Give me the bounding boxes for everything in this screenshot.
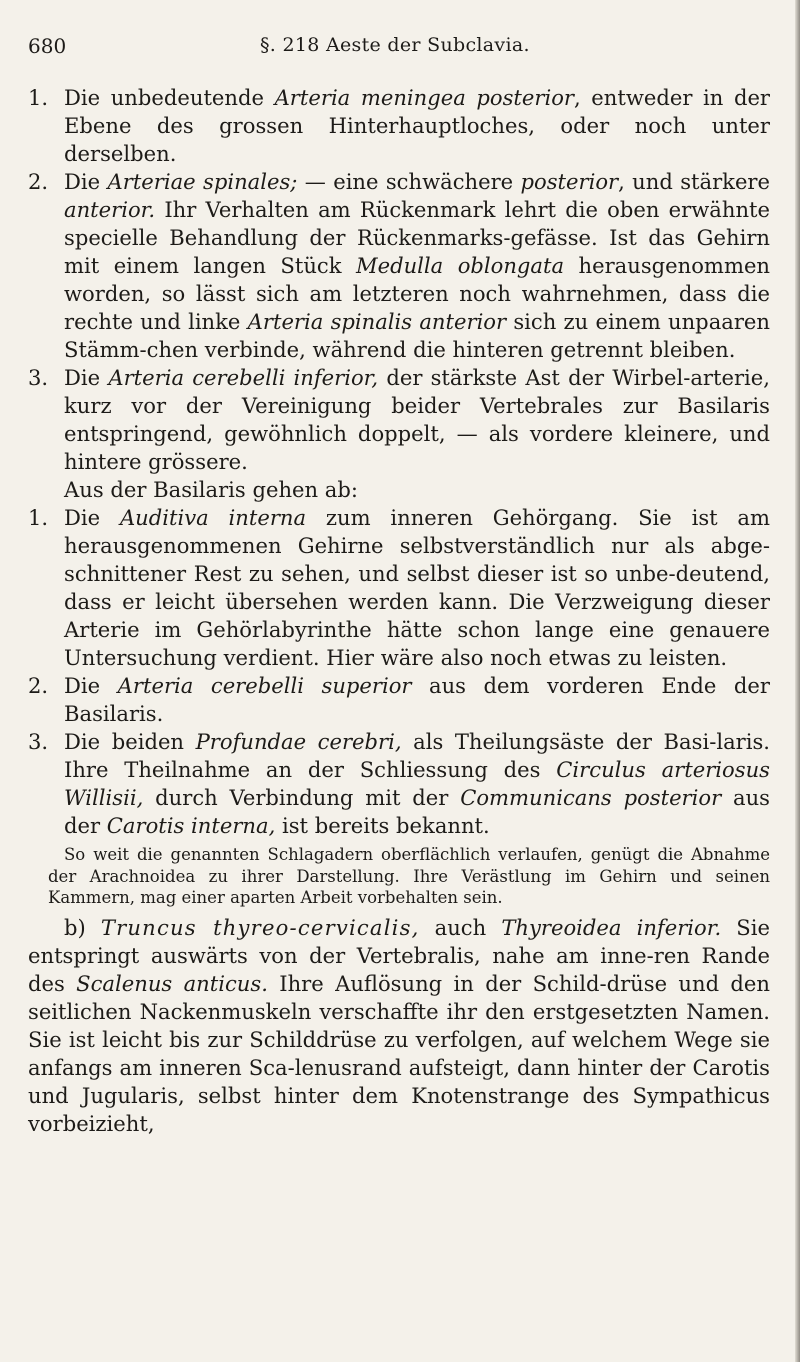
list-item bbox=[28, 364, 770, 476]
item-number: 1. bbox=[28, 85, 49, 110]
item-number: 3. bbox=[28, 365, 49, 390]
small-print-note: So weit die genannten Schlagadern oberflächlich verlaufen, genügt die Abnahme der Arachnoidea zu ihrer Darstellung. Ihre Verästlung im Gehirn und seinen Kammern, mag einer aparten Arbeit vorbehalten sein. bbox=[48, 845, 770, 907]
item-text: Die Arteriae spinales; — eine schwächere posterior, und stärkere anterior. Ihr Verhalten am Rückenmark lehrt die oben erwähnte specielle Behandlung der Rückenmarks-gefässe. Ist das Gehirn mit einem langen Stück Medulla oblongata herausgenommen worden, so lässt sich am letzteren noch wahrnehmen, dass die rechte und linke Arteria spinalis anterior sich zu einem unpaaren Stämm-chen verbinde, während die hinteren getrennt bleiben. bbox=[64, 169, 771, 362]
item-text: Die beiden Profundae cerebri, als Theilungsäste der Basi-laris. Ihre Theilnahme an der Schliessung des Circulus arteriosus Willisii, durch Verbindung mit der Communicans posterior aus der Carotis interna, ist bereits bekannt. bbox=[64, 729, 771, 838]
list-item bbox=[28, 728, 770, 840]
page-header bbox=[28, 28, 760, 62]
page-body bbox=[28, 84, 770, 1138]
item-number: 2. bbox=[28, 673, 49, 698]
item-text: Die Auditiva interna zum inneren Gehörgang. Sie ist am herausgenommenen Gehirne selbstverständlich nur als abge-schnittener Rest zu sehen, und selbst dieser ist so unbe-deutend, dass er leicht übersehen werden kann. Die Verzweigung dieser Arterie im Gehörlabyrinthe hätte schon lange eine genauere Untersuchung verdient. Hier wäre also noch etwas zu leisten. bbox=[64, 505, 770, 670]
list-item bbox=[28, 504, 770, 672]
item-text: Die Arteria cerebelli superior aus dem vorderen Ende der Basilaris. bbox=[64, 673, 770, 726]
running-head: §. 218 Aeste der Subclavia. bbox=[260, 34, 530, 56]
item-number: 1. bbox=[28, 505, 49, 530]
item-number: 2. bbox=[28, 169, 49, 194]
basilaris-intro: Aus der Basilaris gehen ab: bbox=[64, 477, 358, 502]
page-number: 680 bbox=[28, 34, 67, 58]
item-number: 3. bbox=[28, 729, 49, 754]
list-item bbox=[28, 168, 770, 364]
item-text: Die unbedeutende Arteria meningea posterior, entweder in der Ebene des grossen Hinterhauptloches, oder noch unter derselben. bbox=[64, 85, 771, 166]
list-item bbox=[28, 84, 770, 168]
item-text: Die Arteria cerebelli inferior, der stärkste Ast der Wirbel-arterie, kurz vor der Vereinigung beider Vertebrales zur Basilaris entspringend, gewöhnlich doppelt, — als vordere kleinere, und hintere grössere. bbox=[64, 365, 770, 474]
page-edge-shadow bbox=[795, 0, 800, 1362]
list-item bbox=[28, 672, 770, 728]
section-b-paragraph: b) Truncus thyreo-cervicalis, auch Thyreoidea inferior. Sie entspringt auswärts von der Vertebralis, nahe am inne-ren Rande des Scalenus anticus. Ihre Auflösung in der Schild-drüse und den seitlichen Nackenmuskeln verschaffte ihr den erstgesetzten Namen. Sie ist leicht bis zur Schilddrüse zu verfolgen, auf welchem Wege sie anfangs am inneren Sca-lenusrand aufsteigt, dann hinter der Carotis und Jugularis, selbst hinter dem Knotenstrange des Sympathicus vorbeizieht, bbox=[28, 914, 770, 1136]
